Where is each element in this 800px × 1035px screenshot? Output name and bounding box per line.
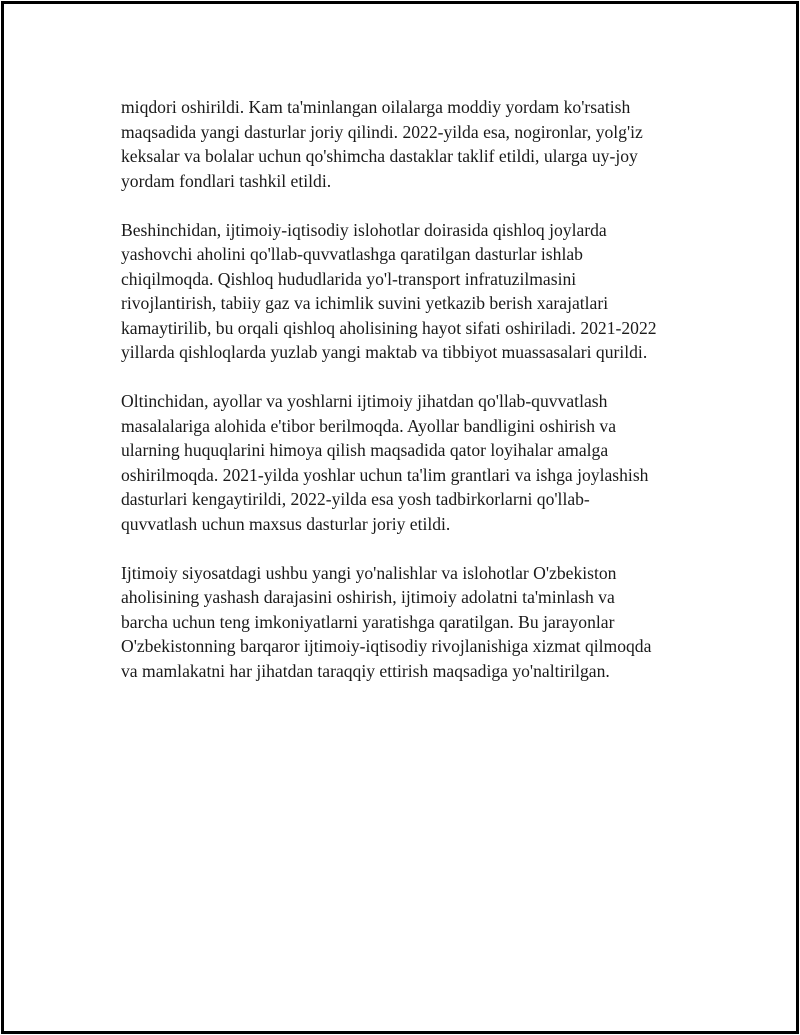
paragraph-line: Beshinchidan, ijtimoiy-iqtisodiy islohotlar doirasida qishloq joylarda bbox=[121, 219, 607, 240]
document-body bbox=[121, 95, 696, 708]
paragraph-line: maqsadida yangi dasturlar joriy qilindi. 2022-yilda esa, nogironlar, yolg'iz bbox=[121, 121, 643, 142]
paragraph-line: oshirilmoqda. 2021-yilda yoshlar uchun ta'lim grantlari va ishga joylashish bbox=[121, 464, 649, 485]
paragraph-line: masalalariga alohida e'tibor berilmoqda. Ayollar bandligini oshirish va bbox=[121, 415, 617, 436]
paragraph-line: ularning huquqlarini himoya qilish maqsadida qator loyihalar amalga bbox=[121, 440, 609, 460]
paragraph-line: rivojlantirish, tabiiy gaz va ichimlik suvini yetkazib berish xarajatlari bbox=[121, 293, 609, 313]
paragraph-line: Ijtimoiy siyosatdagi ushbu yangi yo'nalishlar va islohotlar O'zbekiston bbox=[121, 562, 617, 583]
paragraph-line: O'zbekistonning barqaror ijtimoiy-iqtisodiy rivojlanishiga xizmat qilmoqda bbox=[121, 636, 652, 656]
paragraph-line: dasturlari kengaytirildi, 2022-yilda esa yosh tadbirkorlarni qo'llab- bbox=[121, 489, 590, 509]
paragraph-line: yashovchi aholini qo'llab-quvvatlashga qaratilgan dasturlar ishlab bbox=[121, 244, 583, 264]
paragraph-line: aholisining yashash darajasini oshirish, ijtimoiy adolatni ta'minlash va bbox=[121, 587, 615, 607]
paragraph-line: barcha uchun teng imkoniyatlarni yaratishga qaratilgan. Bu jarayonlar bbox=[121, 611, 615, 632]
paragraph-3 bbox=[121, 389, 696, 536]
paragraph-line: va mamlakatni har jihatdan taraqqiy ettirish maqsadiga yo'naltirilgan. bbox=[121, 660, 610, 681]
paragraph-line: keksalar va bolalar uchun qo'shimcha dastaklar taklif etildi, ularga uy-joy bbox=[121, 146, 638, 166]
paragraph-line: chiqilmoqda. Qishloq hududlarida yo'l-transport infratuzilmasini bbox=[121, 268, 577, 289]
paragraph-line: Oltinchidan, ayollar va yoshlarni ijtimoiy jihatdan qo'llab-quvvatlash bbox=[121, 391, 608, 411]
paragraph-line: yillarda qishloqlarda yuzlab yangi maktab va tibbiyot muassasalari qurildi. bbox=[121, 342, 648, 362]
paragraph-line: quvvatlash uchun maxsus dasturlar joriy etildi. bbox=[121, 513, 451, 534]
paragraph-2 bbox=[121, 218, 696, 365]
paragraph-line: miqdori oshirildi. Kam ta'minlangan oilalarga moddiy yordam ko'rsatish bbox=[121, 97, 631, 117]
paragraph-line: yordam fondlari tashkil etildi. bbox=[121, 170, 332, 191]
paragraph-line: kamaytirilib, bu orqali qishloq aholisining hayot sifati oshiriladi. 2021-2022 bbox=[121, 317, 657, 338]
paragraph-4 bbox=[121, 561, 696, 684]
page-frame bbox=[1, 1, 799, 1034]
paragraph-1 bbox=[121, 95, 696, 193]
